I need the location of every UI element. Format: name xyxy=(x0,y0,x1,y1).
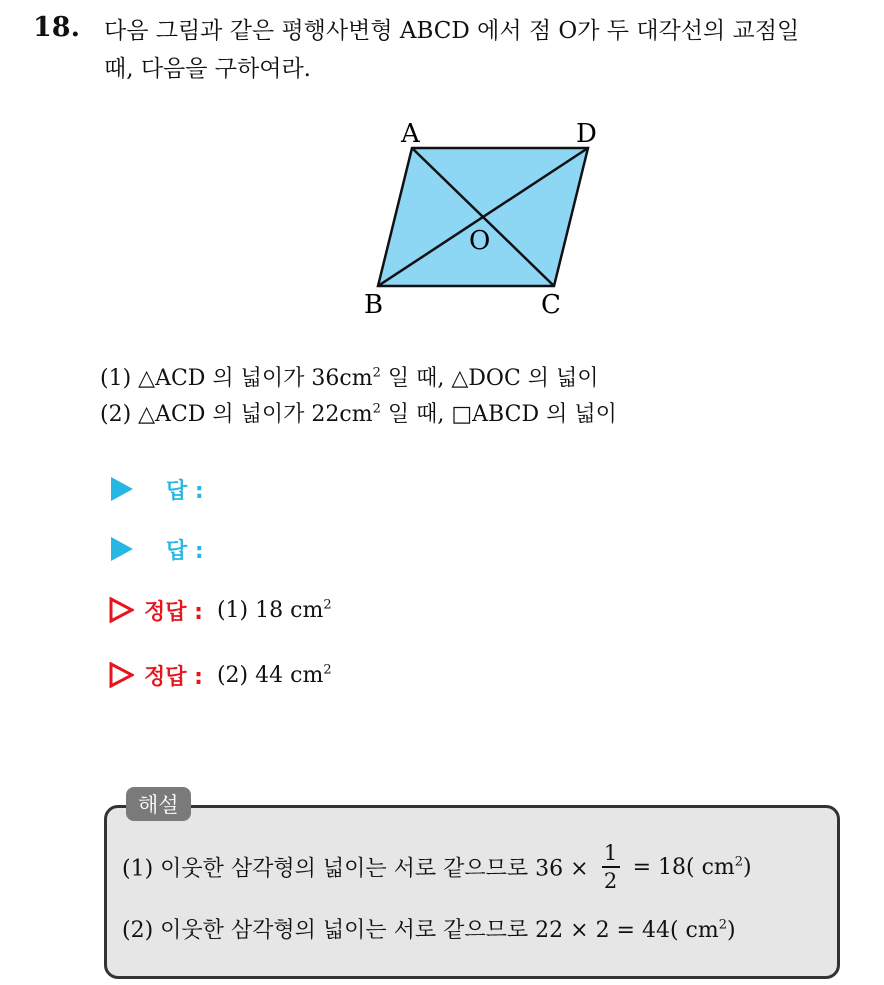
correct-answer-value: (2) 44 $cm^2$ xyxy=(216,662,332,688)
solution-tag: 해설 xyxy=(126,787,191,821)
correct-answer-value: (1) 18 $cm^2$ xyxy=(216,597,332,623)
solution-line-2: (2) 이웃한 삼각형의 넓이는 서로 같으므로 22 × 2 = 44( $cm^2$) xyxy=(122,917,736,943)
solution-line-1: (1) 이웃한 삼각형의 넓이는 서로 같으므로 36 × $\frac{1}{2}$ = 18( $cm^2$) xyxy=(122,841,752,893)
answer-label: 답 : xyxy=(166,478,204,504)
vertex-label-d: D xyxy=(576,119,597,149)
question-text-line-2: 때, 다음을 구하여라. xyxy=(104,56,311,82)
vertex-label-c: C xyxy=(541,290,561,320)
answer-row-1 xyxy=(108,473,204,505)
intersection-label-o: O xyxy=(469,226,491,256)
answer-row-2 xyxy=(108,533,204,565)
subquestion-2: (2) △ACD 의 넓이가 $22cm^2$ 일 때, □ABCD 의 넓이 xyxy=(100,401,617,427)
question-text-line-1: 다음 그림과 같은 평행사변형 ABCD 에서 점 O가 두 대각선의 교점일 xyxy=(104,18,800,44)
solution-box xyxy=(104,805,840,979)
filled-triangle-icon xyxy=(108,536,134,562)
filled-triangle-icon xyxy=(108,476,134,502)
subquestion-1: (1) △ACD 의 넓이가 $36cm^2$ 일 때, △DOC 의 넓이 xyxy=(100,365,599,391)
fraction-one-half: $\frac{1}{2}$ xyxy=(602,842,620,892)
outline-triangle-icon xyxy=(108,662,134,688)
outline-triangle-icon xyxy=(108,597,134,623)
correct-answer-label: 정답 : xyxy=(144,664,203,690)
vertex-label-b: B xyxy=(364,290,384,320)
correct-answer-row-2 xyxy=(108,659,332,691)
parallelogram-figure xyxy=(355,112,615,322)
question-number: 18. xyxy=(33,12,80,43)
vertex-label-a: A xyxy=(401,119,420,149)
answer-label: 답 : xyxy=(166,538,204,564)
correct-answer-row-1 xyxy=(108,594,332,626)
correct-answer-label: 정답 : xyxy=(144,599,203,625)
